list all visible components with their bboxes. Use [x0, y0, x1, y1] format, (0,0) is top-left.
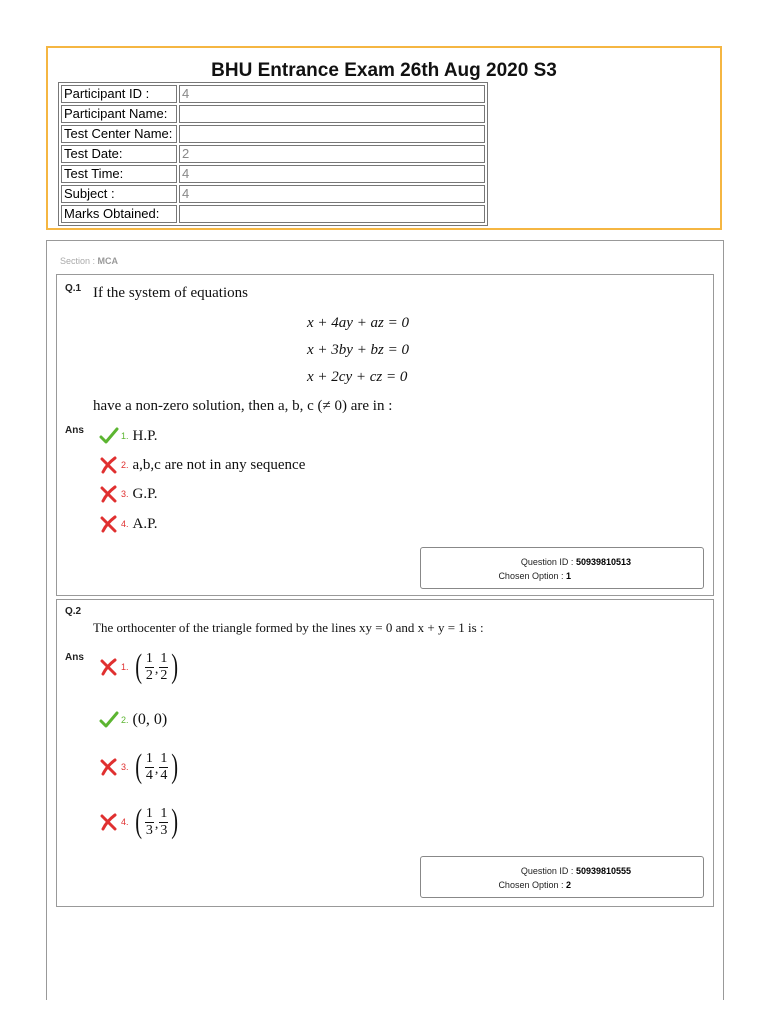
cross-icon: [99, 515, 119, 533]
info-row: [61, 125, 485, 143]
denominator: 2: [145, 667, 153, 683]
option-2: [99, 456, 305, 474]
option-text: (0, 0): [132, 711, 168, 728]
info-label: Test Date:: [61, 145, 177, 163]
equation-3: x + 2cy + cz = 0: [307, 369, 408, 385]
answer-label: Ans: [65, 425, 84, 436]
equation-1: x + 4ay + az = 0: [307, 315, 410, 331]
option-4: [99, 805, 181, 839]
option-1: [99, 650, 181, 684]
check-icon: [99, 427, 119, 445]
chosen-option: [498, 880, 631, 890]
info-label: Subject :: [61, 185, 177, 203]
fraction-pair: ( $\frac{1}{4}$ , $\frac{1}{4}$ ): [134, 748, 179, 785]
info-row: [61, 205, 485, 223]
denominator: 3: [160, 822, 168, 838]
question-id-label: Question ID :: [520, 557, 576, 567]
numerator: 1: [145, 650, 153, 666]
participant-info-box: [46, 46, 722, 230]
info-value: 4: [179, 185, 485, 203]
question-id: [521, 866, 631, 876]
info-value: [179, 105, 485, 123]
info-value: [179, 205, 485, 223]
denominator: 4: [145, 767, 153, 783]
info-row: [61, 145, 485, 163]
section-label: [60, 256, 118, 266]
option-number: 1.: [121, 431, 129, 441]
option-number: 2.: [121, 715, 129, 725]
info-value: 4: [179, 165, 485, 183]
info-row: [61, 185, 485, 203]
info-value: [179, 125, 485, 143]
option-number: 2.: [121, 460, 129, 470]
option-text: G.P.: [132, 485, 158, 502]
numerator: 1: [160, 650, 168, 666]
info-label: Test Time:: [61, 165, 177, 183]
fraction-pair: ( $\frac{1}{2}$ , $\frac{1}{2}$ ): [134, 648, 179, 685]
info-label: Participant ID :: [61, 85, 177, 103]
section-name: MCA: [97, 256, 119, 266]
answer-label: Ans: [65, 652, 84, 663]
info-row: [61, 165, 485, 183]
option-4: [99, 515, 158, 533]
option-number: 3.: [121, 489, 129, 499]
question-id-value: 50939810555: [575, 866, 631, 876]
question-id-value: 50939810513: [575, 557, 631, 567]
cross-icon: [99, 456, 119, 474]
cross-icon: [99, 658, 119, 676]
question-1-box: [56, 274, 714, 596]
section-prefix: Section :: [60, 256, 98, 266]
numerator: 1: [160, 750, 168, 766]
info-row: [61, 105, 485, 123]
option-number: 3.: [121, 762, 129, 772]
denominator: 4: [160, 767, 168, 783]
cross-icon: [99, 485, 119, 503]
denominator: 2: [160, 667, 168, 683]
info-value: 4: [179, 85, 485, 103]
fraction-pair: ( $\frac{1}{3}$ , $\frac{1}{3}$ ): [134, 803, 179, 840]
option-text: H.P.: [132, 427, 158, 444]
chosen-option-value: 2: [565, 880, 571, 890]
option-number: 1.: [121, 662, 129, 672]
info-label: Test Center Name:: [61, 125, 177, 143]
chosen-option-label: Chosen Option :: [498, 880, 566, 890]
option-3: [99, 485, 158, 503]
option-number: 4.: [121, 519, 129, 529]
cross-icon: [99, 758, 119, 776]
info-label: Marks Obtained:: [61, 205, 177, 223]
option-2: [99, 711, 167, 729]
option-1: [99, 427, 158, 445]
chosen-option-value: 1: [565, 571, 571, 581]
question-text-tail: have a non-zero solution, then a, b, c (≠ 0) are in :: [93, 398, 393, 414]
question-number: Q.1: [65, 283, 82, 294]
info-label: Participant Name:: [61, 105, 177, 123]
denominator: 3: [145, 822, 153, 838]
numerator: 1: [145, 805, 153, 821]
info-value: 2: [179, 145, 485, 163]
info-row: [61, 85, 485, 103]
numerator: 1: [160, 805, 168, 821]
question-id-label: Question ID :: [520, 866, 576, 876]
question-number: Q.2: [65, 606, 82, 617]
question-text: If the system of equations: [93, 285, 248, 301]
check-icon: [99, 711, 119, 729]
question-2-box: [56, 599, 714, 907]
participant-info-table: [58, 82, 488, 226]
numerator: 1: [145, 750, 153, 766]
cross-icon: [99, 813, 119, 831]
question-id: [521, 557, 631, 567]
option-number: 4.: [121, 817, 129, 827]
exam-title: BHU Entrance Exam 26th Aug 2020 S3: [211, 60, 557, 81]
question-id-box: [420, 547, 704, 589]
chosen-option-label: Chosen Option :: [498, 571, 566, 581]
question-text: The orthocenter of the triangle formed by the lines xy = 0 and x + y = 1 is :: [93, 620, 484, 635]
option-text: a,b,c are not in any sequence: [132, 456, 306, 473]
chosen-option: [498, 571, 631, 581]
option-3: [99, 750, 181, 784]
question-id-box: [420, 856, 704, 898]
equation-2: x + 3by + bz = 0: [307, 342, 410, 358]
option-text: A.P.: [132, 515, 158, 532]
